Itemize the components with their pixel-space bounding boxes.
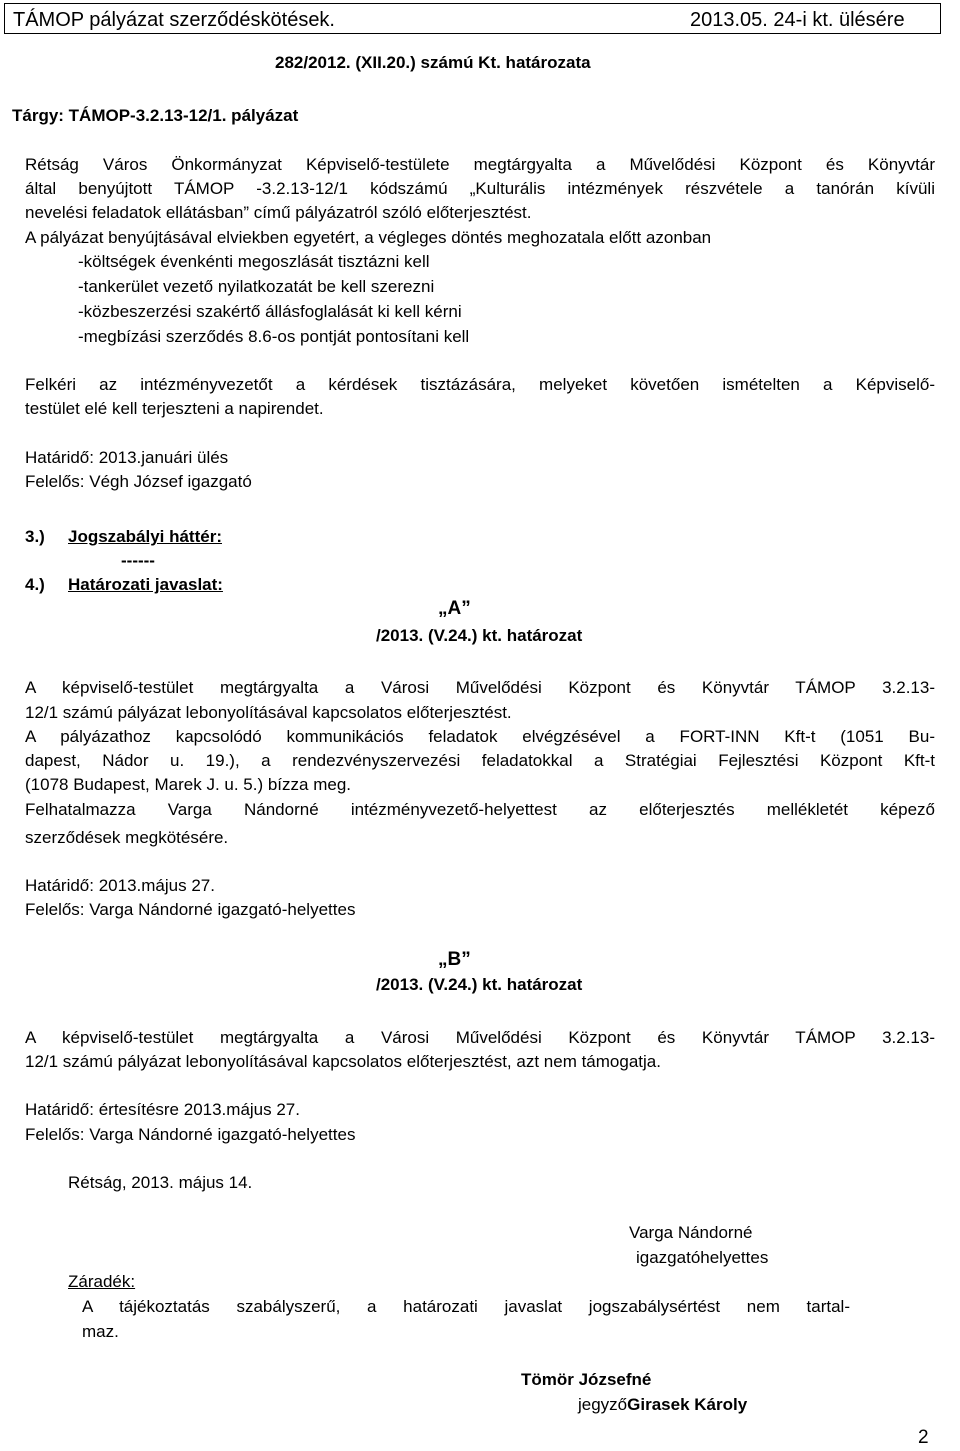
place-date: Rétság, 2013. május 14. [68,1173,253,1192]
section-3-title: Jogszabályi háttér: [68,527,222,546]
condition-item: -költségek évenkénti megoszlását tisztázni kell [78,252,430,271]
request-line-1: Felkéri az intézményvezetőt a kérdések tisztázására, melyeket követően ismételten a Képviselő- [25,375,935,394]
option-b-number: /2013. (V.24.) kt. határozat [376,975,583,994]
option-a-line: 12/1 számú pályázat lebonyolításával kapcsolatos előterjesztést. [25,703,512,722]
second-signer-name: Girasek Károly [627,1395,748,1414]
option-a-responsible: Felelős: Varga Nándorné igazgató-helyettes [25,900,356,919]
condition-item: -megbízási szerződés 8.6-os pontját pontosítani kell [78,327,470,346]
option-b-line: A képviselő-testület megtárgyalta a Városi Művelődési Központ és Könyvtár TÁMOP 3.2.13- [25,1028,935,1047]
page-number: 2 [918,1427,929,1448]
condition-item: -közbeszerzési szakértő állásfoglalását ki kell kérni [78,302,462,321]
clause-label: Záradék: [68,1272,136,1291]
header-title: TÁMOP pályázat szerződéskötések. [13,9,335,31]
section-4-number: 4.) [25,575,45,594]
option-a-label: „A” [438,598,471,619]
section-3-content: ------ [121,551,155,570]
section-3-number: 3.) [25,527,45,546]
clause-line: maz. [82,1322,119,1341]
header-meeting-date: 2013.05. 24-i kt. ülésére [690,9,905,31]
option-b-line: 12/1 számú pályázat lebonyolításával kapcsolatos előterjesztést, azt nem támogatja. [25,1052,661,1071]
option-a-line: Felhatalmazza Varga Nándorné intézményvezető-helyettest az előterjesztés mellékletét képező [25,800,935,819]
notary-role-prefix: jegyző [578,1395,628,1414]
option-a-line: A képviselő-testület megtárgyalta a Városi Művelődési Központ és Könyvtár TÁMOP 3.2.13- [25,678,935,697]
signer-title: igazgatóhelyettes [636,1248,769,1267]
option-a-line: (1078 Budapest, Marek J. u. 5.) bízza meg. [25,775,351,794]
option-a-number: /2013. (V.24.) kt. határozat [376,626,583,645]
first-responsible: Felelős: Végh József igazgató [25,472,252,491]
condition-item: -tankerület vezető nyilatkozatát be kell szerezni [78,277,435,296]
intro-line-2: által benyújtott TÁMOP -3.2.13-12/1 kódszámú „Kulturális intézmények részvétele a tanórán kívüli [25,179,935,198]
option-a-line: dapest, Nádor u. 19.), a rendezvényszervezési feladatokkal a Stratégiai Fejlesztési Központ Kft-t [25,751,935,770]
option-a-line: szerződések megkötésére. [25,828,229,847]
resolution-number: 282/2012. (XII.20.) számú Kt. határozata [275,53,591,72]
first-deadline: Határidő: 2013.januári ülés [25,448,229,467]
intro-line-3: nevelési feladatok ellátásban” című pályázatról szóló előterjesztést. [25,203,532,222]
clause-line: A tájékoztatás szabályszerű, a határozati javaslat jogszabálysértést nem tartal- [82,1297,850,1316]
section-4-title: Határozati javaslat: [68,575,223,594]
notary-role [578,1395,747,1415]
signer-name: Varga Nándorné [629,1223,753,1242]
request-line-2: testület elé kell terjeszteni a napirendet. [25,399,324,418]
subject-line: Tárgy: TÁMOP-3.2.13-12/1. pályázat [12,106,299,125]
option-a-deadline: Határidő: 2013.május 27. [25,876,215,895]
agreement-text: A pályázat benyújtásával elviekben egyetért, a végleges döntés meghozatala előtt azonban [25,228,712,247]
intro-line-1: Rétság Város Önkormányzat Képviselő-testülete megtárgyalta a Művelődési Központ és Könyvtár [25,155,935,174]
document-header [4,3,941,34]
option-b-deadline: Határidő: értesítésre 2013.május 27. [25,1100,300,1119]
option-b-label: „B” [438,949,471,970]
option-a-line: A pályázathoz kapcsolódó kommunikációs feladatok elvégzésével a FORT-INN Kft-t (1051 Bu- [25,727,935,746]
notary-name: Tömör Józsefné [521,1370,652,1389]
option-b-responsible: Felelős: Varga Nándorné igazgató-helyettes [25,1125,356,1144]
